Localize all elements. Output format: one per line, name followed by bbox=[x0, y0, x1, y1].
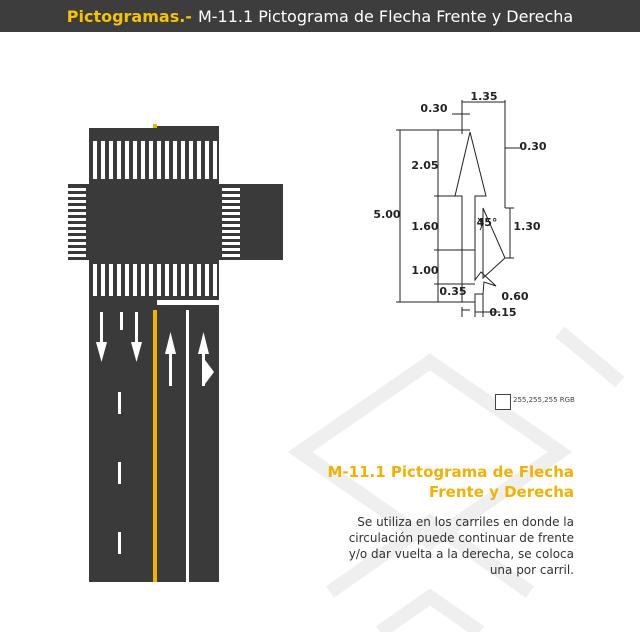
center-line bbox=[153, 310, 157, 582]
color-swatch bbox=[495, 394, 511, 410]
dim-right-head: 1.30 bbox=[513, 220, 541, 233]
color-swatch-label: 255,255,255 RGB bbox=[513, 396, 575, 404]
arrow-dimension-drawing bbox=[0, 32, 640, 332]
info-title-line2: Frente y Derecha bbox=[429, 483, 574, 501]
header-title: M-11.1 Pictograma de Flecha Frente y Derecha bbox=[197, 6, 574, 26]
info-title bbox=[314, 462, 574, 502]
dim-total-length: 5.00 bbox=[373, 208, 401, 221]
dim-bottom-offset: 0.35 bbox=[439, 285, 467, 298]
header-highlight: Pictogramas.- bbox=[66, 6, 192, 26]
dim-top-width: 1.35 bbox=[470, 90, 498, 103]
lane-divider-solid bbox=[186, 310, 189, 582]
dim-left-margin: 0.30 bbox=[420, 102, 448, 115]
info-description: Se utiliza en los carriles en donde la circulación puede continuar de frente y/o dar vuelta a la derecha, se coloca una por carril. bbox=[348, 515, 574, 577]
page-header bbox=[0, 0, 640, 32]
dim-bottom-length: 1.00 bbox=[411, 264, 439, 277]
dim-angle: 45° bbox=[476, 216, 498, 229]
dim-right-margin: 0.30 bbox=[519, 140, 547, 153]
dim-head-length: 2.05 bbox=[411, 159, 439, 172]
dim-bottom-width: 0.60 bbox=[501, 290, 529, 303]
info-title-line1: M-11.1 Pictograma de Flecha bbox=[327, 463, 574, 481]
dim-shaft-width: 0.15 bbox=[489, 306, 517, 319]
dim-shaft-length: 1.60 bbox=[411, 220, 439, 233]
